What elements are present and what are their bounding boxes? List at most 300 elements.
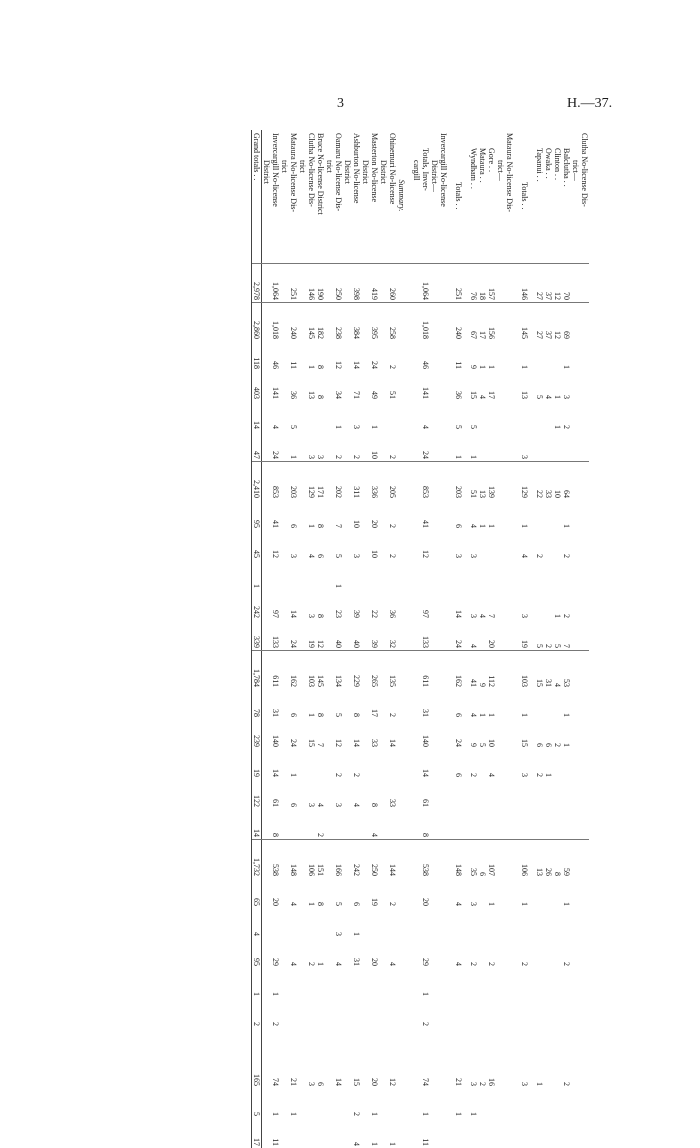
table-cell: 2	[469, 773, 479, 777]
table-cell: 538	[421, 864, 431, 876]
table-cell	[448, 560, 454, 590]
table-cell	[448, 1028, 454, 1058]
table-cell	[379, 840, 388, 879]
table-row	[271, 130, 280, 1148]
table-cell	[487, 968, 496, 998]
table-cell: 19	[307, 620, 316, 651]
table-cell	[454, 1028, 463, 1058]
table-cell	[580, 1118, 589, 1148]
table-cell: 26	[544, 868, 554, 876]
table-cell	[529, 968, 535, 998]
table-cell: 10	[370, 431, 379, 462]
table-cell	[448, 1118, 454, 1148]
table-cell	[280, 719, 289, 749]
table-cell: 129	[307, 486, 317, 498]
table-cell	[505, 749, 514, 779]
table-cell: 3	[307, 803, 317, 807]
table-cell: 24	[454, 739, 464, 747]
table-cell: 14	[454, 610, 464, 618]
table-cell	[496, 1058, 505, 1088]
table-cell	[262, 779, 272, 809]
table-cell: 611	[421, 675, 431, 687]
table-cell	[430, 840, 439, 879]
table-cell: 1	[478, 365, 488, 369]
table-cell: 74	[271, 1078, 281, 1086]
table-cell: 853	[421, 486, 431, 498]
table-cell	[514, 719, 520, 749]
table-cell: 4	[421, 425, 431, 429]
table-cell	[352, 1028, 361, 1058]
row-label: Mataura No-license Dis-	[505, 130, 514, 264]
table-cell: 14	[421, 769, 431, 777]
table-cell	[553, 908, 562, 938]
table-cell	[544, 1028, 553, 1058]
table-cell	[316, 968, 325, 998]
table-cell	[580, 878, 589, 908]
table-cell: 20	[421, 898, 431, 906]
table-cell	[430, 938, 439, 968]
table-cell	[580, 431, 589, 462]
table-cell	[478, 431, 487, 462]
table-cell	[280, 500, 289, 530]
table-cell	[571, 968, 580, 998]
table-cell	[325, 689, 334, 719]
table-cell: 538	[271, 864, 281, 876]
table-cell: 1	[562, 743, 572, 747]
table-cell	[514, 878, 520, 908]
row-label: Mataura . .	[478, 130, 487, 264]
table-cell	[448, 431, 454, 462]
table-cell: 36	[388, 610, 398, 618]
table-cell	[448, 809, 454, 840]
table-cell	[370, 1028, 379, 1058]
table-cell: 8	[316, 524, 326, 528]
table-cell	[430, 401, 439, 431]
page-number: 3	[337, 96, 344, 111]
table-cell	[397, 651, 406, 690]
table-cell	[535, 341, 544, 371]
table-cell	[505, 938, 514, 968]
table-cell	[361, 998, 370, 1028]
table-cell	[397, 590, 406, 620]
table-cell	[280, 840, 289, 879]
table-cell	[580, 689, 589, 719]
table-cell: 8	[316, 395, 326, 399]
table-cell	[316, 1028, 325, 1058]
table-cell	[496, 938, 505, 968]
table-cell	[280, 530, 289, 560]
table-cell: 21	[454, 1078, 464, 1086]
table-cell: 8	[271, 809, 280, 840]
table-cell: 133	[421, 620, 430, 651]
table-cell	[307, 1088, 316, 1118]
table-cell	[298, 401, 307, 431]
table-cell	[487, 560, 496, 590]
table-cell	[535, 1118, 544, 1148]
table-cell	[571, 998, 580, 1028]
table-cell: 8	[553, 872, 563, 876]
table-cell	[514, 809, 520, 840]
table-row	[520, 130, 529, 1148]
table-cell	[520, 1028, 529, 1058]
table-cell: 15	[469, 391, 479, 399]
table-cell	[514, 303, 520, 342]
table-cell: 76	[469, 264, 478, 303]
table-cell: 1	[553, 395, 563, 399]
table-row	[535, 130, 544, 1148]
table-cell	[469, 809, 478, 840]
table-cell	[478, 620, 487, 651]
table-cell	[505, 998, 514, 1028]
table-cell: 4	[454, 902, 464, 906]
table-cell: 1	[388, 1142, 398, 1146]
table-cell	[397, 998, 406, 1028]
table-cell	[529, 908, 535, 938]
table-cell: 8	[316, 365, 326, 369]
table-cell	[505, 500, 514, 530]
row-label: Gore . .	[487, 130, 496, 264]
table-cell	[430, 500, 439, 530]
table-cell: 1	[487, 365, 497, 369]
table-cell: 11	[421, 1138, 431, 1146]
table-cell: 17	[478, 331, 488, 339]
table-cell	[343, 264, 352, 303]
table-cell	[448, 651, 454, 690]
table-cell: 1	[289, 1112, 299, 1116]
table-cell	[430, 1028, 439, 1058]
table-cell: 135	[388, 675, 398, 687]
table-cell	[448, 530, 454, 560]
table-cell	[412, 371, 421, 401]
table-cell	[421, 1028, 430, 1058]
table-cell: 1	[520, 365, 530, 369]
table-cell	[535, 500, 544, 530]
table-cell	[496, 341, 505, 371]
table-cell: 251	[289, 264, 298, 303]
table-cell	[514, 908, 520, 938]
table-cell	[580, 1058, 589, 1088]
table-cell: 74	[421, 1078, 431, 1086]
table-cell	[412, 998, 421, 1028]
table-cell	[352, 998, 361, 1028]
row-label: Totals, Inver-	[421, 130, 430, 264]
table-cell	[544, 530, 553, 560]
table-cell	[280, 968, 289, 998]
table-cell	[289, 968, 298, 998]
row-label: Mataura No-license Dis-	[289, 130, 298, 264]
table-cell: 53	[562, 679, 572, 687]
row-label: Wyndham . .	[469, 130, 478, 264]
table-cell	[343, 530, 352, 560]
table-cell: 2	[388, 554, 398, 558]
table-cell: 51	[388, 391, 398, 399]
table-cell	[469, 779, 478, 809]
table-cell: 10	[553, 490, 563, 498]
table-cell: 2	[544, 620, 553, 651]
table-row	[469, 130, 478, 1148]
table-cell: 31	[544, 679, 554, 687]
table-cell	[388, 1088, 397, 1118]
table-cell	[463, 840, 469, 879]
table-cell	[529, 560, 535, 590]
table-row	[298, 130, 307, 1148]
table-cell	[439, 779, 448, 809]
table-cell	[361, 689, 370, 719]
table-cell	[298, 779, 307, 809]
table-cell	[334, 1118, 343, 1148]
table-cell: 141	[421, 387, 431, 399]
table-cell	[529, 401, 535, 431]
table-cell: 19	[520, 620, 529, 651]
table-cell	[412, 689, 421, 719]
table-cell	[430, 341, 439, 371]
table-cell: 3	[352, 554, 362, 558]
table-cell	[487, 809, 496, 840]
table-cell: 134	[334, 675, 344, 687]
table-cell: 2	[562, 614, 572, 618]
table-cell	[343, 500, 352, 530]
table-cell: 3	[334, 803, 344, 807]
table-cell	[298, 462, 307, 501]
table-cell	[325, 1088, 334, 1118]
table-cell	[397, 264, 406, 303]
table-cell	[343, 1118, 352, 1148]
table-cell: 14	[352, 361, 362, 369]
table-cell	[412, 264, 421, 303]
table-cell: 3	[520, 1082, 530, 1086]
table-cell: 2	[469, 962, 479, 966]
table-cell	[334, 1028, 343, 1058]
table-cell	[520, 809, 529, 840]
table-cell: 2	[553, 743, 563, 747]
table-cell	[454, 560, 463, 590]
table-cell	[280, 749, 289, 779]
table-cell	[388, 560, 397, 590]
table-cell	[430, 1088, 439, 1118]
table-row	[463, 130, 469, 1148]
table-cell	[379, 462, 388, 501]
table-cell	[505, 462, 514, 501]
table-cell	[514, 371, 520, 401]
table-cell: 205	[388, 486, 398, 498]
table-cell	[262, 500, 272, 530]
table-cell	[412, 1058, 421, 1088]
table-cell	[343, 1088, 352, 1118]
table-cell	[463, 1028, 469, 1058]
table-cell	[361, 264, 370, 303]
table-cell: 22	[535, 490, 545, 498]
table-cell: 6	[535, 743, 545, 747]
table-cell: 1	[562, 365, 572, 369]
table-row	[406, 130, 412, 1148]
table-cell	[406, 1118, 412, 1148]
table-cell	[439, 1118, 448, 1148]
table-row	[379, 130, 388, 1148]
table-cell	[529, 303, 535, 342]
row-label	[529, 130, 535, 264]
table-cell	[535, 1088, 544, 1118]
table-cell	[487, 779, 496, 809]
table-cell: 2	[388, 365, 398, 369]
table-cell	[262, 431, 272, 462]
table-cell	[388, 998, 397, 1028]
table-cell	[262, 462, 272, 501]
table-cell	[514, 590, 520, 620]
table-cell	[496, 371, 505, 401]
table-cell: 1	[421, 1112, 431, 1116]
table-cell	[463, 998, 469, 1028]
table-cell	[325, 431, 334, 462]
table-cell: 10	[352, 520, 362, 528]
table-cell	[325, 303, 334, 342]
table-cell: 95	[252, 500, 262, 530]
table-cell	[529, 620, 535, 651]
rotated-table-wrapper	[59, 130, 590, 1146]
table-cell	[262, 1118, 272, 1148]
table-cell	[571, 1088, 580, 1118]
table-cell: 2	[271, 1022, 281, 1026]
table-cell	[439, 908, 448, 938]
table-cell	[520, 560, 529, 590]
table-cell: 1	[478, 713, 488, 717]
table-cell	[361, 719, 370, 749]
statistics-table	[251, 130, 589, 1148]
table-cell: 5	[334, 902, 344, 906]
table-cell	[514, 938, 520, 968]
table-cell	[580, 303, 589, 342]
table-cell	[298, 530, 307, 560]
table-cell	[580, 371, 589, 401]
table-row	[397, 130, 406, 1148]
table-cell	[562, 1088, 571, 1118]
table-cell	[298, 1058, 307, 1088]
table-cell: 2	[562, 554, 572, 558]
table-cell	[361, 809, 370, 840]
table-cell	[571, 264, 580, 303]
table-cell	[496, 878, 505, 908]
table-cell	[406, 560, 412, 590]
table-cell: 239	[252, 719, 262, 749]
table-cell: 51	[469, 490, 479, 498]
table-cell: 9	[469, 365, 479, 369]
table-cell	[553, 431, 562, 462]
table-cell	[439, 303, 448, 342]
table-cell	[412, 779, 421, 809]
table-cell	[439, 401, 448, 431]
table-cell	[361, 462, 370, 501]
table-cell	[262, 620, 272, 651]
table-cell: 46	[421, 361, 431, 369]
table-cell	[487, 908, 496, 938]
table-cell	[252, 1028, 262, 1058]
table-cell: 1	[487, 524, 497, 528]
table-cell	[562, 1118, 571, 1148]
table-cell: 229	[352, 675, 362, 687]
table-cell: 5	[478, 743, 488, 747]
table-cell: 8	[370, 803, 380, 807]
table-cell	[262, 1088, 272, 1118]
table-cell	[448, 878, 454, 908]
table-cell: 148	[289, 864, 299, 876]
table-cell: 3	[454, 554, 464, 558]
table-cell: 122	[252, 779, 262, 809]
table-cell	[535, 1028, 544, 1058]
table-cell	[571, 590, 580, 620]
table-cell	[544, 401, 553, 431]
table-cell	[496, 1088, 505, 1118]
table-cell	[298, 1088, 307, 1118]
table-cell	[406, 749, 412, 779]
table-cell	[529, 689, 535, 719]
table-cell	[448, 938, 454, 968]
table-cell: 140	[271, 735, 281, 747]
table-cell	[397, 620, 406, 651]
table-cell: 97	[271, 610, 281, 618]
table-cell	[505, 264, 514, 303]
table-cell	[379, 590, 388, 620]
table-cell: 11	[454, 361, 464, 369]
table-cell	[478, 938, 487, 968]
table-cell	[280, 620, 289, 651]
table-cell	[448, 840, 454, 879]
table-cell	[307, 1028, 316, 1058]
table-cell	[361, 651, 370, 690]
table-cell	[280, 908, 289, 938]
table-row	[307, 130, 316, 1148]
table-cell	[262, 341, 272, 371]
table-cell: 1	[469, 1112, 479, 1116]
table-cell: 203	[289, 486, 299, 498]
table-cell	[406, 431, 412, 462]
table-cell: 1	[271, 992, 281, 996]
table-cell	[505, 371, 514, 401]
table-cell: 20	[487, 620, 496, 651]
table-cell	[562, 779, 571, 809]
table-cell: 31	[271, 709, 281, 717]
table-cell: 95	[252, 938, 262, 968]
table-cell	[520, 968, 529, 998]
table-cell	[553, 1058, 562, 1088]
table-cell	[289, 1118, 298, 1148]
table-cell	[514, 620, 520, 651]
table-cell	[397, 303, 406, 342]
table-cell	[514, 462, 520, 501]
table-cell	[361, 840, 370, 879]
table-cell	[379, 341, 388, 371]
table-cell	[361, 878, 370, 908]
table-cell	[448, 500, 454, 530]
table-cell: 146	[520, 264, 529, 303]
table-cell: 2	[334, 431, 343, 462]
table-cell: 1	[553, 614, 563, 618]
table-row	[487, 130, 496, 1148]
table-cell	[514, 341, 520, 371]
table-cell	[562, 560, 571, 590]
table-cell	[298, 1028, 307, 1058]
table-row	[343, 130, 352, 1148]
table-cell: 5	[553, 620, 562, 651]
table-cell: 35	[469, 868, 479, 876]
table-cell: 1	[487, 713, 497, 717]
table-cell: 144	[388, 864, 398, 876]
table-cell	[397, 878, 406, 908]
table-cell: 29	[271, 958, 281, 966]
table-cell: 4	[520, 554, 530, 558]
table-cell: 250	[334, 264, 343, 303]
table-cell: 1	[487, 902, 497, 906]
table-cell: 39	[352, 610, 362, 618]
row-label: Invercargill No-license	[439, 130, 448, 264]
